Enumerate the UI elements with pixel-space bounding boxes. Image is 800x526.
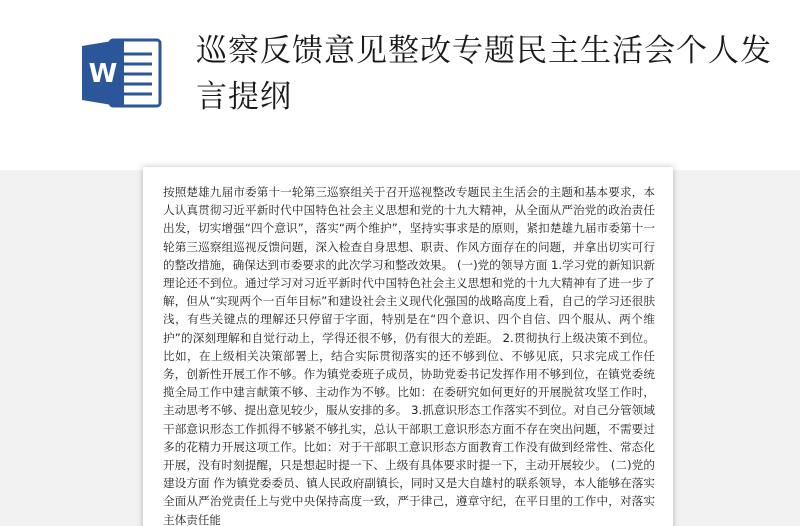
word-document-icon xyxy=(80,36,166,110)
header xyxy=(0,0,800,170)
document-page xyxy=(143,167,673,526)
word-icon-letter: W xyxy=(88,59,118,89)
document-title: 巡察反馈意见整改专题民主生活会个人发言提纲 xyxy=(196,33,772,115)
document-body-text: 按照楚雄九届市委第十一轮第三巡察组关于召开巡视整改专题民主生活会的主题和基本要求，本人认真贯彻习近平新时代中国特色社会主义思想和党的十九大精神，从全面从严治党的政治责任出发，切实增强“四个意识”，落实“两个维护”，坚持实事求是的原则，紧扣楚雄九届市委第十一轮第三巡察组巡视反馈问题，深入检查自身思想、职责、作风方面存在的问题，并拿出切实可行的整改措施，确保达到市委要求的此次学习和整改效果。 (一)党的领导方面 1.学习党的新知识新理论还不到位。通过学习对习近平新时代中国特色社会主义思想和党的十九大精神有了进一步了解，但从“实现两个一百年目标”和建设社会主义现代化强国的战略高度上看，自己的学习还很肤浅，有些关键点的理解还只停留于字面，特别是在“四个意识、四个自信、四个服从、两个维护”的深刻理解和自觉行动上，学得还很不够，仍有很大的差距。 2.贯彻执行上级决策不到位。比如，在上级相关决策部署上，结合实际贯彻落实的还不够到位、不够见底，只求完成工作任务，创新性开展工作不够。作为镇党委班子成员，协助党委书记发挥作用不够到位，在镇党委统揽全局工作中建言献策不够、主动作为不够。比如：在委研究如何更好的开展脱贫攻坚工作时，主动思考不够、提出意见较少，服从安排的多。 3.抓意识形态工作落实不到位。对自己分管领域干部意识形态工作抓得不够紧不够扎实，总认干部职工意识形态方面不存在突出问题，不需要过多的花精力开展这项工作。比如：对于干部职工意识形态方面教育工作没有做到经常性、常态化开展，没有时刻提醒，只是想起时提一下、上级有具体要求时提一下，主动开展较少。 (二)党的建设方面 作为镇党委委员、镇人民政府副镇长，同时又是大自雄村的联系领导，本人能够在落实全面从严治党责任上与党中央保持高度一致，严于律己，遵章守纪，在平日里的工作中，对落实主体责任能 xyxy=(163,185,655,526)
